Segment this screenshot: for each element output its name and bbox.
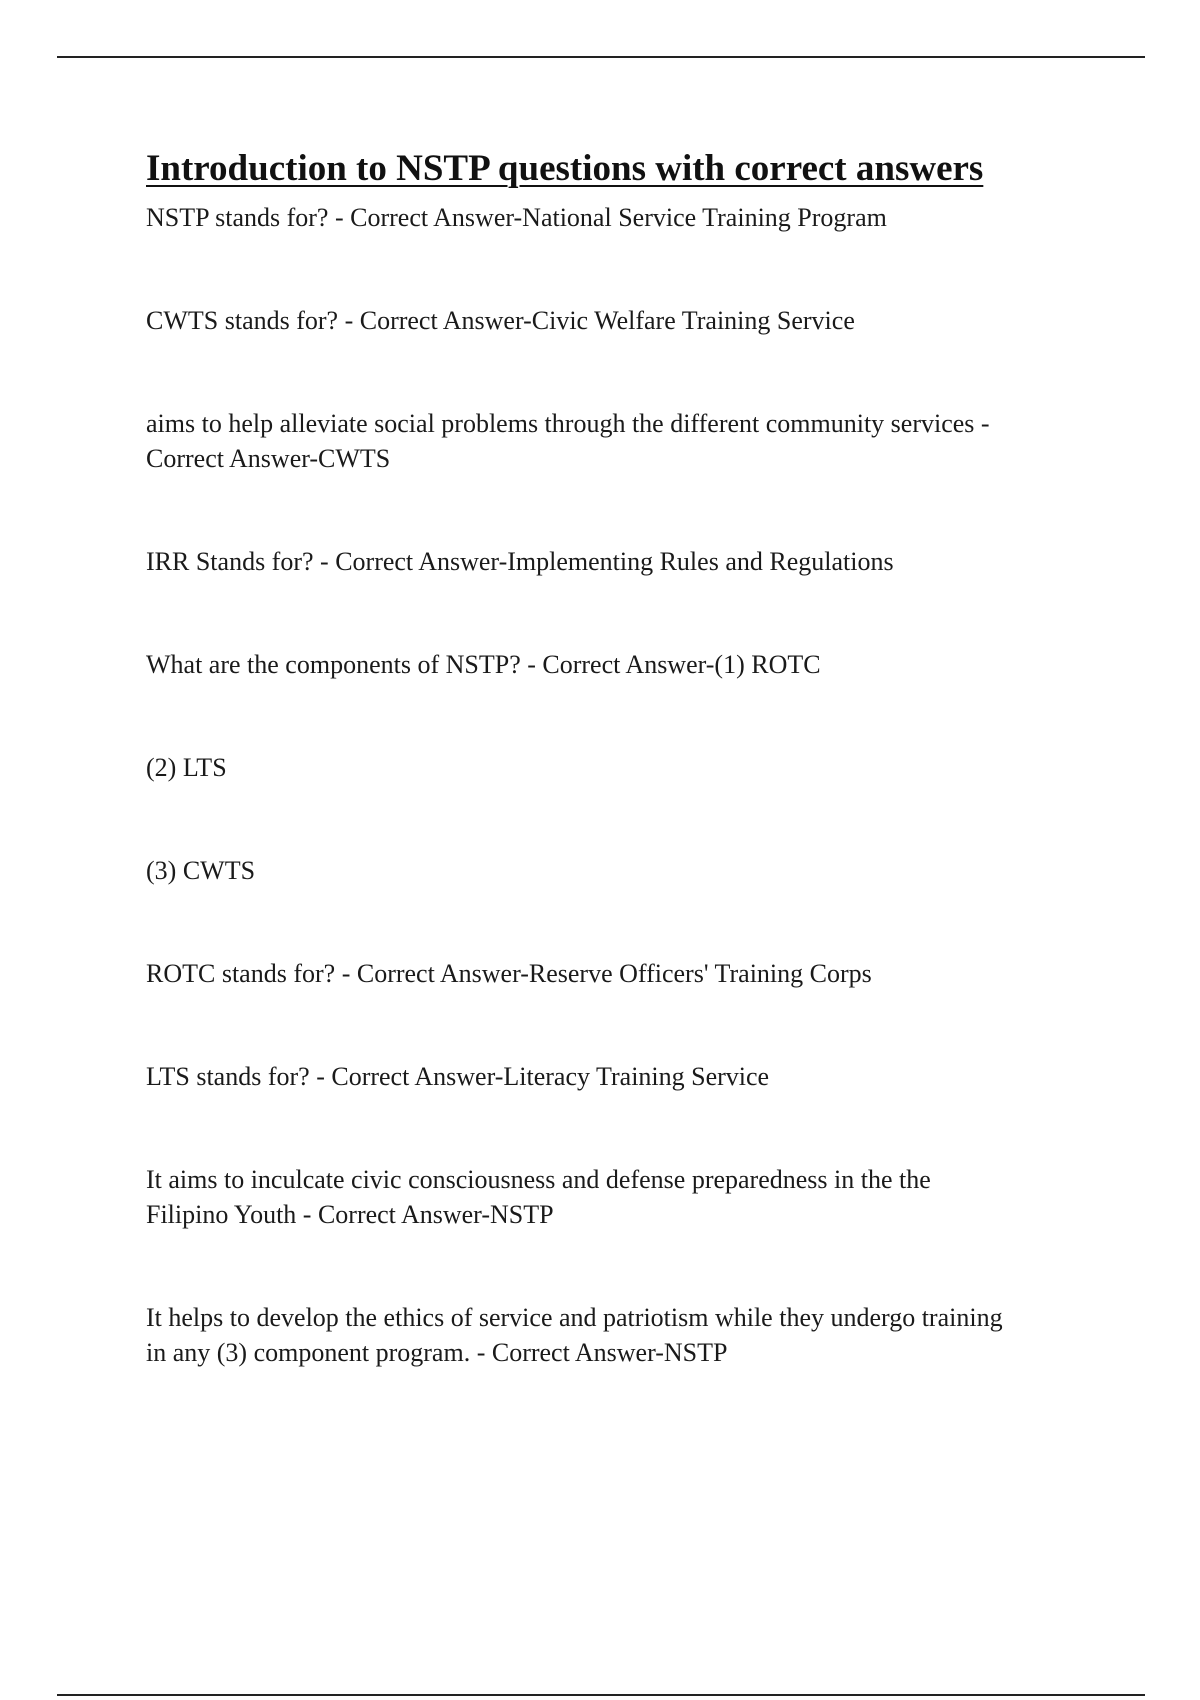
- header-divider: [57, 56, 1145, 58]
- qa-item-nstp-acronym: NSTP stands for? - Correct Answer-National Service Training Program: [146, 203, 887, 232]
- footer-divider: [57, 1694, 1145, 1696]
- qa-item-lts-acronym: LTS stands for? - Correct Answer-Literacy Training Service: [146, 1062, 770, 1091]
- qa-item-irr-acronym: IRR Stands for? - Correct Answer-Implementing Rules and Regulations: [146, 547, 894, 576]
- document-title: Introduction to NSTP questions with correct answers: [146, 148, 984, 189]
- qa-item-nstp-aim: It aims to inculcate civic consciousness and defense preparedness in the the Filipino Youth - Correct Answer-NSTP: [146, 1165, 931, 1229]
- qa-item-rotc-acronym: ROTC stands for? - Correct Answer-Reserve Officers' Training Corps: [146, 959, 872, 988]
- qa-list: [146, 200, 1096, 1370]
- qa-item-component-cwts: (3) CWTS: [146, 856, 256, 885]
- qa-item-component-lts: (2) LTS: [146, 753, 227, 782]
- document-page: [146, 144, 1096, 1370]
- qa-item-components: What are the components of NSTP? - Correct Answer-(1) ROTC: [146, 650, 821, 679]
- qa-item-cwts-aim: aims to help alleviate social problems through the different community services - Correct Answer-CWTS: [146, 409, 990, 473]
- qa-item-nstp-ethics: It helps to develop the ethics of service and patriotism while they undergo training in any (3) component program. - Correct Answer-NSTP: [146, 1303, 1003, 1367]
- qa-item-cwts-acronym: CWTS stands for? - Correct Answer-Civic Welfare Training Service: [146, 306, 855, 335]
